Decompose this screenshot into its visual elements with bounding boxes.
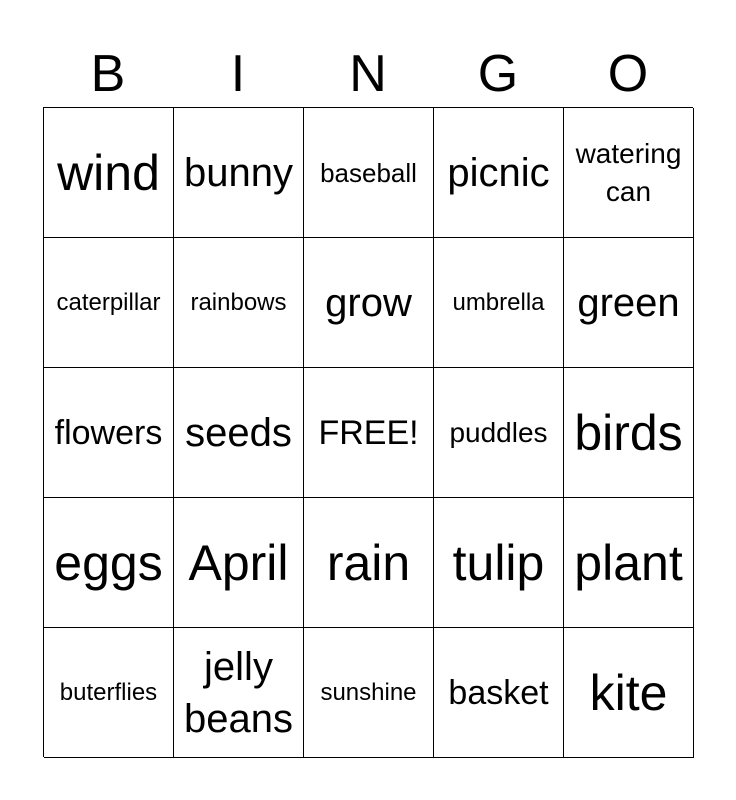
bingo-cell[interactable] [44,498,174,628]
bingo-cell[interactable] [564,628,694,758]
header-letter-b: B [90,45,126,103]
bingo-cell[interactable] [564,108,694,238]
header-letter-i: I [230,45,246,103]
bingo-cell[interactable] [44,368,174,498]
cell-label: wind [57,144,160,201]
bingo-cell[interactable] [304,628,434,758]
cell-label: caterpillar [56,288,161,316]
cell-label: April [188,534,289,591]
bingo-cell[interactable] [44,238,174,368]
bingo-cell[interactable] [564,368,694,498]
cell-label: basket [448,673,549,712]
cell-label: birds [574,404,683,461]
cell-label: kite [589,664,668,721]
cell-label: jelly beans [184,644,293,741]
cell-label: watering can [575,137,682,207]
cell-label: flowers [54,413,163,452]
bingo-header [43,42,693,106]
cell-label: eggs [54,534,163,591]
bingo-board [43,107,693,757]
bingo-cell[interactable] [564,498,694,628]
cell-label: green [577,280,680,325]
cell-label: plant [574,534,683,591]
bingo-cell[interactable] [434,368,564,498]
cell-label: rainbows [190,288,287,316]
bingo-cell[interactable] [434,628,564,758]
bingo-cell[interactable] [174,628,304,758]
cell-label: umbrella [452,288,545,316]
bingo-cell[interactable] [434,238,564,368]
bingo-cell[interactable] [174,368,304,498]
cell-label: grow [325,280,412,325]
cell-label: puddles [449,416,548,448]
bingo-cell[interactable] [174,238,304,368]
cell-label: rain [326,534,411,591]
bingo-cell[interactable] [564,238,694,368]
bingo-cell[interactable] [304,498,434,628]
bingo-cell[interactable] [434,108,564,238]
bingo-cell[interactable] [44,628,174,758]
header-letter-n: N [349,45,387,103]
cell-label: bunny [184,150,293,195]
bingo-cell[interactable] [434,498,564,628]
cell-label: sunshine [320,678,417,706]
header-letter-g: G [477,45,519,103]
bingo-cell[interactable] [44,108,174,238]
free-space-label: FREE! [318,413,419,452]
bingo-cell[interactable] [174,108,304,238]
cell-label: seeds [185,410,292,455]
free-space-cell[interactable] [304,368,434,498]
bingo-cell[interactable] [304,238,434,368]
cell-label: buterflies [59,678,158,706]
bingo-cell[interactable] [304,108,434,238]
cell-label: baseball [320,157,417,188]
cell-label: picnic [447,150,550,195]
bingo-cell[interactable] [174,498,304,628]
header-letter-o: O [607,45,649,103]
cell-label: tulip [452,534,545,591]
